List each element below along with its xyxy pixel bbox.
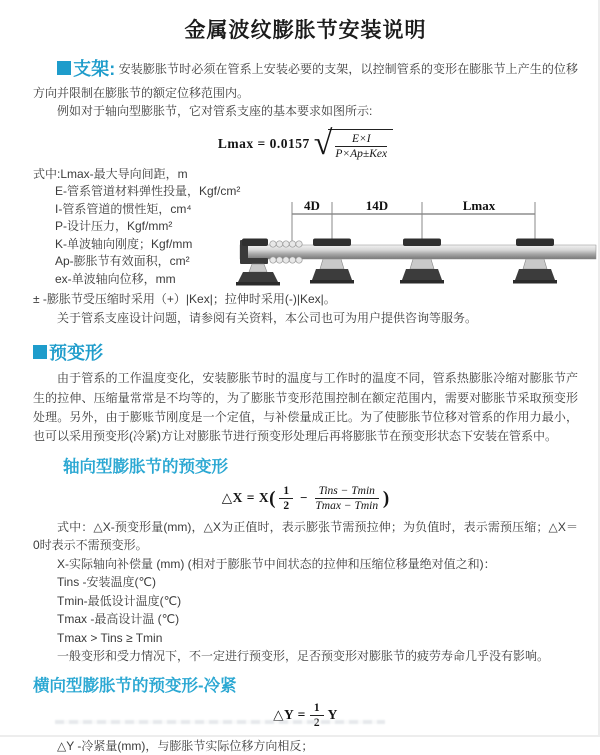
lateral-subheading: 横向型膨胀节的预变形-冷紧 — [33, 676, 237, 695]
radical-sign: √ $\frac{E\times I}{\text{P×Ap±Kex}}$ — [314, 129, 393, 160]
minus-operator: − — [300, 490, 308, 506]
lmax-formula-lhs: Lmax = 0.0157 — [217, 135, 310, 151]
support-service-note: 关于管系支座设计问题，请参阅有关资料，本公司也可为用户提供咨询等服务。 — [57, 310, 478, 325]
note-line: Tins -安装温度(℃) — [57, 575, 157, 590]
note-line: 一般变形和受力情况下，不一定进行预变形，足否预变形对膨胀节的疲劳寿命几乎没有影响。 — [57, 649, 550, 664]
preform-body-paragraph: 由于管系的工作温度变化，安装膨胀节时的温度与工作时的温度不同，管系热膨胀冷缩对膨胀节产生的拉伸、压缩量常常是不均等的，为了膨胀节变形范围控制在额定范围内，需要对膨胀节采取预变形处理。另外，由于膨账节刚度是一个定值，与补偿量成正比。为了使膨胀节位移对管系的作用力最小，也可以采用预变形(冷紧)方让对膨胀节进行预变形处理后再将膨胀节在预变形状态下安装在管系中。 — [33, 371, 578, 444]
definition-line: ex-单波轴向位移，mm — [55, 271, 176, 286]
lmax-formula — [33, 124, 578, 162]
preform-section-heading — [33, 339, 578, 365]
definition-line: Ap-膨胀节有效面积，cm² — [55, 254, 190, 269]
open-paren: ( — [269, 488, 276, 510]
note-line: Tmax -最高设计温 (℃) — [57, 612, 180, 627]
axial-subheading: 轴向型膨胀节的预变形 — [63, 457, 228, 476]
pipe-support-diagram — [240, 196, 596, 291]
saddle-support — [310, 238, 354, 283]
saddle-support — [513, 238, 557, 283]
definition-line: ± -膨胀节受压缩时采用（+）|Kex|；拉伸时采用(-)|Kex|。 — [33, 292, 336, 307]
axial-notes — [33, 518, 578, 666]
close-paren: ) — [382, 488, 390, 510]
lmax-formula-numerator: E×I — [335, 133, 387, 147]
definition-line: E-管系管道材料弹性投量，Kgf/cm² — [55, 184, 241, 199]
dim-label-lmax: Lmax — [462, 197, 496, 213]
section-marker-icon — [33, 345, 47, 359]
lateral-preform-formula — [33, 702, 578, 729]
definition-line: K-单波轴向刚度；Kgf/mm — [55, 236, 193, 251]
dim-label-4d: 4D — [304, 197, 320, 213]
temperature-fraction: $\frac{\text{Tins − Tmin}}{Tmax - Tmin}$ — [315, 484, 379, 512]
note-line: 式中：△X-预变形量(mm)，△X为正值时，表示膨张节需预拉伸；为负值时，表示需预压缩；△X＝0时表示不需预变形。 — [33, 519, 578, 553]
axial-preform-formula — [33, 485, 578, 512]
note-line: Tmax > Tins ≥ Tmin — [57, 630, 163, 645]
support-intro-paragraph — [33, 56, 578, 102]
saddle-support — [400, 238, 444, 283]
definition-line: 式中:Lmax-最大导向间距，m — [33, 166, 188, 181]
note-line: X-实际轴向补偿量 (mm) (相对于膨胀节中间状态的拉伸和压缩位移量绝对值之和)： — [57, 556, 496, 571]
definitions-and-diagram — [33, 166, 578, 289]
support-intro-text: 安装膨胀节时必须在管系上安装必要的支架，以控制管系的变形在膨胀节上产生的位移方向并限制在膨胀节的额定位移范围内。 — [33, 62, 578, 100]
definition-line: P-设计压力，Kgf/mm² — [55, 219, 173, 234]
clipped-text-line — [55, 720, 385, 724]
preform-section-label: 预变形 — [49, 343, 103, 364]
half-fraction: $\frac{1}{2}$ — [310, 702, 324, 729]
note-line: Tmin-最低设计温度(℃) — [57, 593, 182, 608]
page-title: 金属波纹膨胀节安装说明 — [184, 19, 427, 42]
lmax-formula-denominator: P×Ap±Kex — [335, 147, 388, 160]
support-example-line: 例如对于轴向型膨胀节，它对管系支座的基本要求如图所示: — [57, 104, 373, 119]
lateral-formula-lhs: △Y = — [273, 706, 306, 722]
dim-label-14d: 14D — [365, 197, 389, 213]
lateral-note-line: △Y -冷紧量(mm)，与膨胀节实际位移方向相反； — [57, 738, 314, 753]
lateral-formula-rhs: Y — [327, 706, 338, 722]
support-section-label: 支架: — [73, 59, 116, 79]
definition-line: I-管系管道的惯性矩，cm⁴ — [55, 201, 192, 216]
section-marker-icon — [57, 61, 71, 75]
axial-formula-lhs: △X = X — [221, 490, 270, 506]
half-fraction: $\frac{1}{2}$ — [279, 485, 293, 512]
